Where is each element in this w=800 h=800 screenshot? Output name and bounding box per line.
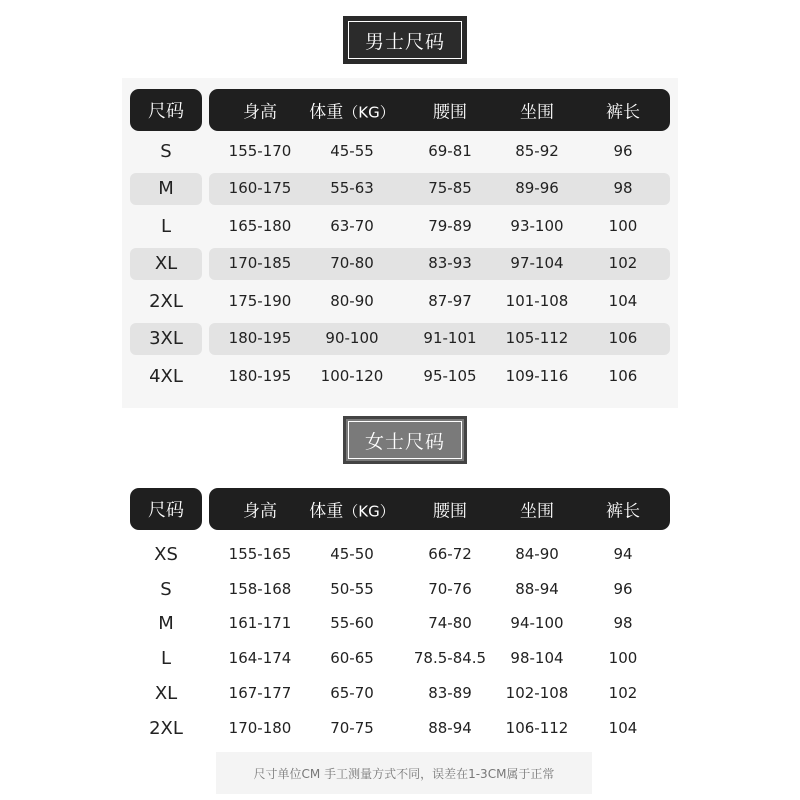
hip-cell: 94-100 (510, 614, 564, 632)
header-bar (209, 89, 670, 131)
hip-cell: 109-116 (505, 367, 569, 385)
height-cell: 158-168 (228, 580, 292, 598)
waist-cell: 78.5-84.5 (413, 649, 487, 667)
hip-cell: 93-100 (510, 217, 564, 235)
height-cell: 167-177 (228, 684, 292, 702)
size-cell: XL (154, 683, 178, 704)
waist-cell: 66-72 (428, 545, 472, 563)
size-cell: M (158, 178, 174, 199)
height-cell: 164-174 (228, 649, 292, 667)
size-cell: XL (154, 253, 178, 274)
size-cell: L (160, 648, 172, 669)
weight-cell: 65-70 (330, 684, 374, 702)
hip-cell: 102-108 (505, 684, 569, 702)
height-cell: 165-180 (228, 217, 292, 235)
height-cell: 160-175 (228, 179, 292, 197)
weight-cell: 100-120 (320, 367, 384, 385)
size-cell: 2XL (149, 291, 183, 312)
height-cell: 161-171 (228, 614, 292, 632)
height-cell: 180-195 (228, 329, 292, 347)
length-cell: 102 (608, 684, 638, 702)
header-height: 身高 (243, 501, 277, 522)
waist-cell: 91-101 (423, 329, 477, 347)
weight-cell: 60-65 (330, 649, 374, 667)
header-waist: 腰围 (433, 102, 467, 123)
hip-cell: 101-108 (505, 292, 569, 310)
weight-cell: 70-80 (330, 254, 374, 272)
height-cell: 170-180 (228, 719, 292, 737)
weight-cell: 55-60 (330, 614, 374, 632)
weight-cell: 45-50 (330, 545, 374, 563)
size-cell: S (160, 579, 172, 600)
weight-cell: 70-75 (330, 719, 374, 737)
size-cell: L (160, 216, 172, 237)
height-cell: 180-195 (228, 367, 292, 385)
women-size-title: 女士尺码 (343, 416, 467, 464)
header-length: 裤长 (606, 501, 640, 522)
length-cell: 106 (608, 367, 638, 385)
header-hip: 坐围 (520, 501, 554, 522)
weight-cell: 50-55 (330, 580, 374, 598)
header-bar (209, 488, 670, 530)
height-cell: 155-170 (228, 142, 292, 160)
header-size: 尺码 (130, 488, 202, 530)
hip-cell: 84-90 (515, 545, 559, 563)
header-length: 裤长 (606, 102, 640, 123)
waist-cell: 83-89 (428, 684, 472, 702)
waist-cell: 95-105 (423, 367, 477, 385)
waist-cell: 69-81 (428, 142, 472, 160)
waist-cell: 75-85 (428, 179, 472, 197)
hip-cell: 88-94 (515, 580, 559, 598)
size-cell: S (160, 141, 172, 162)
length-cell: 96 (613, 142, 633, 160)
header-waist: 腰围 (433, 501, 467, 522)
hip-cell: 106-112 (505, 719, 569, 737)
weight-cell: 80-90 (330, 292, 374, 310)
header-weight: 体重（KG） (309, 102, 395, 123)
weight-cell: 55-63 (330, 179, 374, 197)
waist-cell: 83-93 (428, 254, 472, 272)
waist-cell: 87-97 (428, 292, 472, 310)
length-cell: 94 (613, 545, 633, 563)
size-cell: 2XL (149, 718, 183, 739)
height-cell: 155-165 (228, 545, 292, 563)
hip-cell: 105-112 (505, 329, 569, 347)
weight-cell: 90-100 (325, 329, 379, 347)
hip-cell: 98-104 (510, 649, 564, 667)
length-cell: 104 (608, 292, 638, 310)
height-cell: 175-190 (228, 292, 292, 310)
header-weight: 体重（KG） (309, 501, 395, 522)
length-cell: 106 (608, 329, 638, 347)
header-hip: 坐围 (520, 102, 554, 123)
measurement-note: 尺寸单位CM 手工测量方式不同，误差在1-3CM属于正常 (216, 752, 592, 794)
height-cell: 170-185 (228, 254, 292, 272)
size-cell: M (158, 613, 174, 634)
hip-cell: 89-96 (515, 179, 559, 197)
waist-cell: 74-80 (428, 614, 472, 632)
length-cell: 98 (613, 179, 633, 197)
size-cell: 4XL (149, 366, 183, 387)
waist-cell: 88-94 (428, 719, 472, 737)
hip-cell: 85-92 (515, 142, 559, 160)
length-cell: 96 (613, 580, 633, 598)
length-cell: 98 (613, 614, 633, 632)
weight-cell: 45-55 (330, 142, 374, 160)
size-cell: XS (154, 544, 178, 565)
length-cell: 102 (608, 254, 638, 272)
weight-cell: 63-70 (330, 217, 374, 235)
waist-cell: 79-89 (428, 217, 472, 235)
length-cell: 100 (608, 217, 638, 235)
length-cell: 104 (608, 719, 638, 737)
men-size-title: 男士尺码 (343, 16, 467, 64)
size-cell: 3XL (149, 328, 183, 349)
length-cell: 100 (608, 649, 638, 667)
hip-cell: 97-104 (510, 254, 564, 272)
waist-cell: 70-76 (428, 580, 472, 598)
header-height: 身高 (243, 102, 277, 123)
header-size: 尺码 (130, 89, 202, 131)
